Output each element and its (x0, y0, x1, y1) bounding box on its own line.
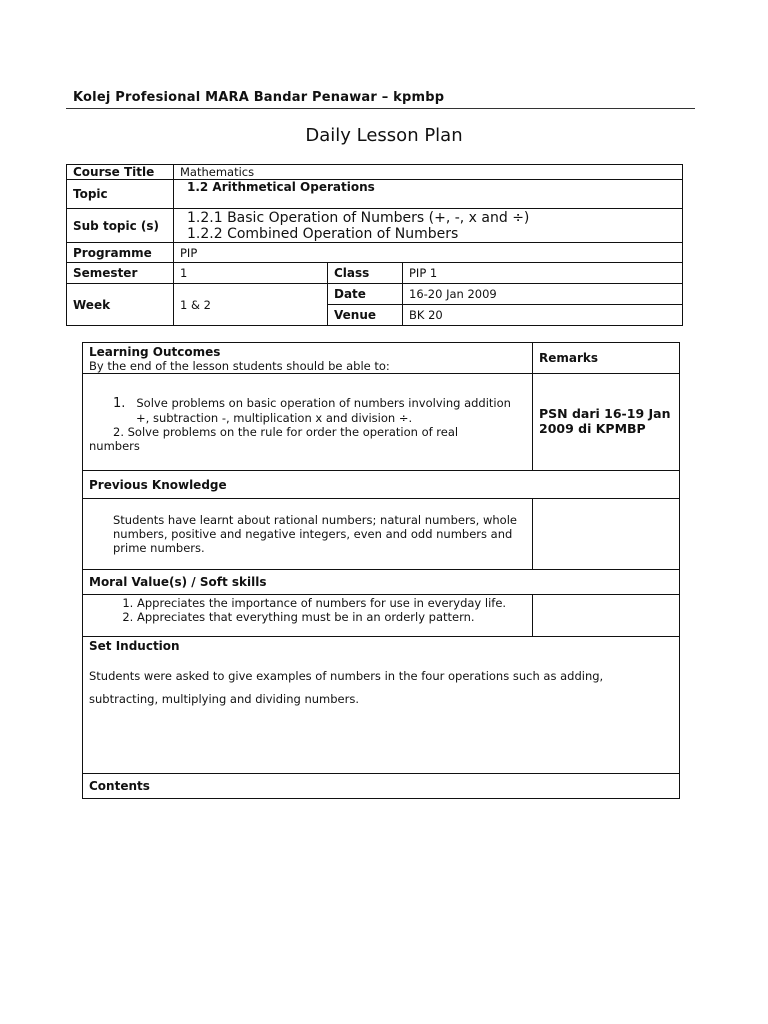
contents-heading: Contents (89, 779, 150, 793)
remarks-heading: Remarks (539, 351, 599, 365)
previous-knowledge-text: Students have learnt about rational numbers; natural numbers, whole numbers, positive and negative integers, even and odd numbers and prime numbers. (113, 513, 517, 555)
venue-value: BK 20 (403, 305, 683, 326)
header-divider (66, 108, 695, 109)
programme-label: Programme (67, 243, 174, 263)
learning-outcomes-intro: By the end of the lesson students should be able to: (89, 359, 390, 373)
learning-outcome-item-continued: +, subtraction -, multiplication x and division ÷. (136, 411, 413, 425)
subtopic-item: 1.2.1 Basic Operation of Numbers (+, -, x and ÷) (187, 209, 530, 226)
learning-outcomes-heading: Learning Outcomes (89, 345, 221, 359)
week-label: Week (67, 284, 174, 326)
class-label: Class (328, 263, 403, 284)
set-induction-heading: Set Induction (89, 639, 180, 653)
learning-outcome-item-continued: numbers (89, 439, 140, 453)
week-value: 1 & 2 (174, 284, 328, 326)
remarks-note: PSN dari 16-19 Jan 2009 di KPMBP (539, 406, 671, 436)
learning-outcome-item: 2. Solve problems on the rule for order the operation of real (113, 425, 459, 439)
course-title-label: Course Title (67, 165, 174, 180)
moral-values-heading: Moral Value(s) / Soft skills (89, 575, 267, 589)
institution-header: Kolej Profesional MARA Bandar Penawar – kpmbp (73, 90, 445, 105)
subtopic-item: 1.2.2 Combined Operation of Numbers (187, 225, 459, 242)
previous-knowledge-heading: Previous Knowledge (89, 477, 227, 492)
course-info-table (66, 164, 683, 326)
date-label: Date (328, 284, 403, 305)
topic-value: 1.2 Arithmetical Operations (187, 180, 375, 194)
subtopic-label: Sub topic (s) (67, 209, 174, 243)
venue-label: Venue (328, 305, 403, 326)
moral-value-item: 2. Appreciates that everything must be in an orderly pattern. (137, 610, 526, 624)
moral-value-item: 1. Appreciates the importance of numbers for use in everyday life. (137, 596, 526, 610)
programme-value: PIP (174, 243, 683, 263)
semester-value: 1 (174, 263, 328, 284)
lesson-plan-table (82, 342, 680, 799)
topic-label: Topic (67, 180, 174, 209)
semester-label: Semester (67, 263, 174, 284)
class-value: PIP 1 (403, 263, 683, 284)
learning-outcome-item: 1. Solve problems on basic operation of numbers involving addition (113, 396, 511, 411)
course-title-value: Mathematics (174, 165, 683, 180)
page-title: Daily Lesson Plan (305, 125, 463, 146)
set-induction-text: Students were asked to give examples of numbers in the four operations such as adding, subtracting, multiplying and dividing numbers. (89, 669, 604, 706)
date-value: 16-20 Jan 2009 (403, 284, 683, 305)
